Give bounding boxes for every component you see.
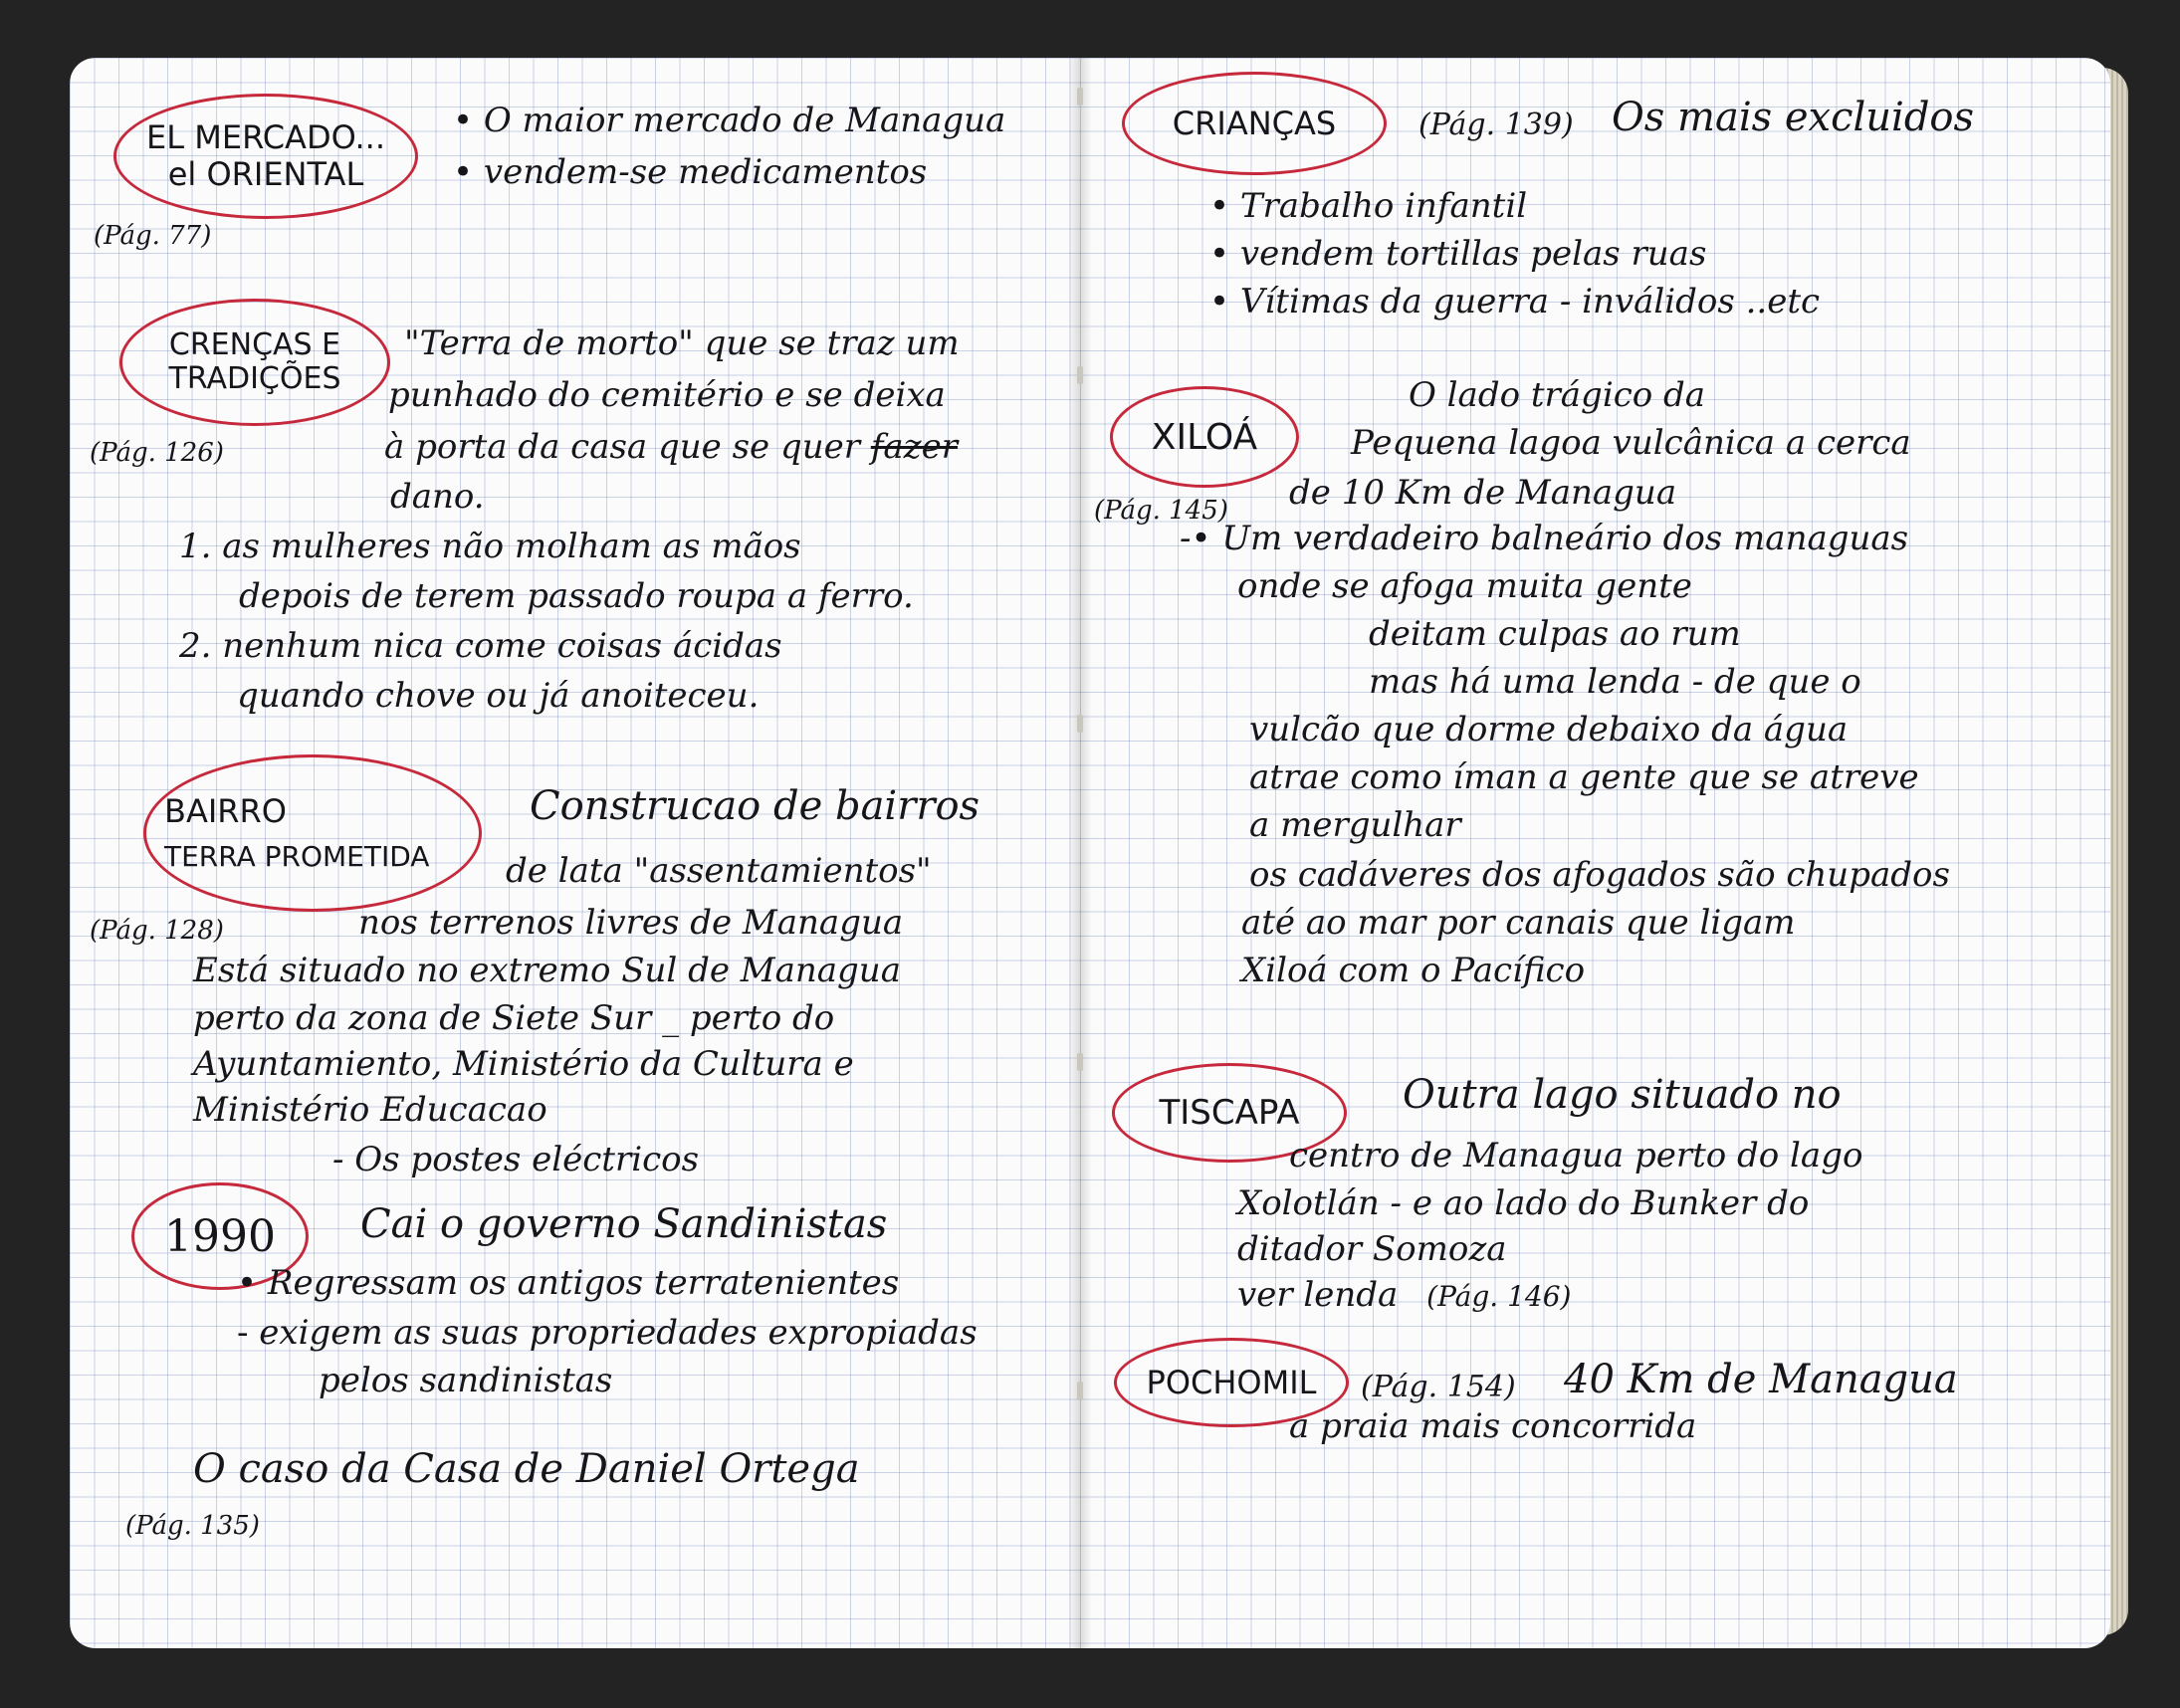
binding-stitch [1077, 88, 1083, 106]
bairro-label [143, 754, 482, 912]
xiloa-text-2: Pequena lagoa vulcânica a cerca [1351, 423, 1911, 463]
tiscapa-text-1: Outra lago situado no [1403, 1072, 1842, 1118]
pochomil-label: POCHOMIL [1114, 1338, 1349, 1427]
page-gutter [1068, 58, 1092, 1648]
xiloa-text-8: vulcão que dorme debaixo da água [1249, 710, 1849, 749]
xiloa-text-4: -• Um verdadeiro balneário dos managuas [1180, 519, 1909, 558]
crencas-label-line-1: CRENÇAS E [168, 326, 341, 362]
crencas-label-line-2: TRADIÇÕES [168, 361, 341, 396]
crencas-struck-word: fazer [870, 427, 958, 467]
bairro-text-4: perto da zona de Siete Sur _ perto do [193, 998, 835, 1038]
criancas-heading: Os mais excluidos [1612, 95, 1975, 140]
binding-stitch [1077, 1382, 1083, 1399]
xiloa-label: XILOÁ [1110, 386, 1299, 488]
pochomil-text-1: 40 Km de Managua [1564, 1357, 1958, 1402]
xiloa-text-5: onde se afoga muita gente [1237, 566, 1692, 606]
mercado-bullet-1: • O maior mercado de Managua [453, 101, 1006, 140]
crencas-text-2: punhado do cemitério e se deixa [388, 375, 946, 415]
pochomil-page-ref: (Pág. 154) [1361, 1370, 1516, 1404]
criancas-bullet-3: • Vítimas da guerra - inválidos ..etc [1209, 282, 1821, 321]
year-1990-bullet-1-text: Regressam os antigos terratenientes [267, 1263, 900, 1303]
bairro-text-2: nos terrenos livres de Managua [358, 903, 904, 943]
criancas-bullet-1: • Trabalho infantil [1209, 186, 1528, 226]
mercado-bullet-2-text: vendem-se medicamentos [483, 152, 928, 192]
criancas-bullet-3-text: Vítimas da guerra - inválidos ..etc [1239, 282, 1821, 321]
right-page [1080, 58, 2110, 1648]
crencas-text-3 [384, 427, 958, 467]
ortega-text: O caso da Casa de Daniel Ortega [193, 1446, 860, 1492]
year-1990-label: 1990 [131, 1182, 309, 1290]
xiloa-text-6: deitam culpas ao rum [1369, 614, 1741, 654]
tiscapa-text-3: Xolotlán - e ao lado do Bunker do [1237, 1183, 1810, 1223]
xiloa-text-9: atrae como íman a gente que se atreve [1249, 757, 1919, 797]
tiscapa-text-2: centro de Managua perto do lago [1289, 1136, 1863, 1175]
xiloa-text-11: os cadáveres dos afogados são chupados [1249, 855, 1950, 895]
crencas-text-4: dano. [390, 477, 485, 517]
tiscapa-text-5 [1237, 1275, 1572, 1315]
bairro-text-3: Está situado no extremo Sul de Managua [193, 951, 901, 990]
binding-stitch [1077, 1053, 1083, 1071]
xiloa-text-3: de 10 Km de Managua [1289, 473, 1677, 513]
criancas-label: CRIANÇAS [1122, 72, 1387, 175]
criancas-bullet-1-text: Trabalho infantil [1239, 186, 1528, 226]
tiscapa-label: TISCAPA [1112, 1063, 1347, 1163]
mercado-page-ref: (Pág. 77) [94, 221, 212, 251]
bairro-heading: Construcao de bairros [530, 783, 981, 829]
year-1990-bullet-3: pelos sandinistas [319, 1361, 613, 1400]
binding-stitch [1077, 366, 1083, 384]
mercado-bullet-2: • vendem-se medicamentos [453, 152, 928, 192]
tiscapa-text-5-main: ver lenda [1237, 1275, 1399, 1315]
crencas-page-ref: (Pág. 126) [90, 438, 224, 468]
mercado-bullet-1-text: O maior mercado de Managua [483, 101, 1006, 140]
criancas-bullet-2-text: vendem tortillas pelas ruas [1239, 234, 1707, 274]
xiloa-text-1: O lado trágico da [1409, 375, 1706, 415]
tiscapa-text-4: ditador Somoza [1237, 1229, 1507, 1269]
year-1990-heading: Cai o governo Sandinistas [360, 1201, 888, 1247]
year-1990-bullet-2: - exigem as suas propriedades expropiadas [237, 1313, 978, 1353]
mercado-label [113, 94, 418, 219]
crencas-text-3-main: à porta da casa que se quer [384, 427, 860, 467]
bairro-label-line-1: BAIRRO [164, 791, 287, 830]
crencas-list-1: 1. as mulheres não molham as mãos [179, 527, 801, 566]
binding-stitch [1077, 715, 1083, 733]
xiloa-text-7: mas há uma lenda - de que o [1369, 662, 1861, 702]
mercado-label-line-1: EL MERCADO... [146, 118, 385, 157]
year-1990-bullet-1: • Regressam os antigos terratenientes [237, 1263, 900, 1303]
bairro-text-5: Ayuntamiento, Ministério da Cultura e [193, 1044, 854, 1084]
bairro-page-ref: (Pág. 128) [90, 916, 224, 946]
bairro-label-line-2: TERRA PROMETIDA [164, 840, 430, 874]
xiloa-text-13: Xiloá com o Pacífico [1241, 951, 1586, 990]
xiloa-page-ref: (Pág. 145) [1094, 496, 1228, 526]
pochomil-text-2: a praia mais concorrida [1289, 1406, 1697, 1446]
bairro-text-1: de lata "assentamientos" [506, 851, 932, 891]
criancas-page-ref: (Pág. 139) [1418, 107, 1574, 142]
crencas-list-2: depois de terem passado roupa a ferro. [239, 576, 914, 616]
xiloa-text-10: a mergulhar [1249, 805, 1461, 845]
year-1990-bullet-2-text: exigem as suas propriedades expropiadas [259, 1313, 978, 1353]
bairro-text-6: Ministério Educacao [193, 1090, 547, 1130]
ortega-page-ref: (Pág. 135) [125, 1511, 260, 1541]
crencas-text-1: "Terra de morto" que se traz um [404, 323, 960, 363]
notebook [70, 58, 2110, 1648]
crencas-list-3: 2. nenhum nica come coisas ácidas [179, 626, 782, 666]
left-page [70, 58, 1080, 1648]
crencas-label [119, 299, 390, 426]
mercado-label-line-2: el ORIENTAL [167, 155, 364, 193]
xiloa-text-12: até ao mar por canais que ligam [1241, 903, 1796, 943]
tiscapa-page-ref: (Pág. 146) [1426, 1280, 1572, 1313]
crencas-list-4: quando chove ou já anoiteceu. [237, 676, 760, 716]
criancas-bullet-2: • vendem tortillas pelas ruas [1209, 234, 1707, 274]
bairro-text-7: - Os postes eléctricos [332, 1140, 700, 1179]
